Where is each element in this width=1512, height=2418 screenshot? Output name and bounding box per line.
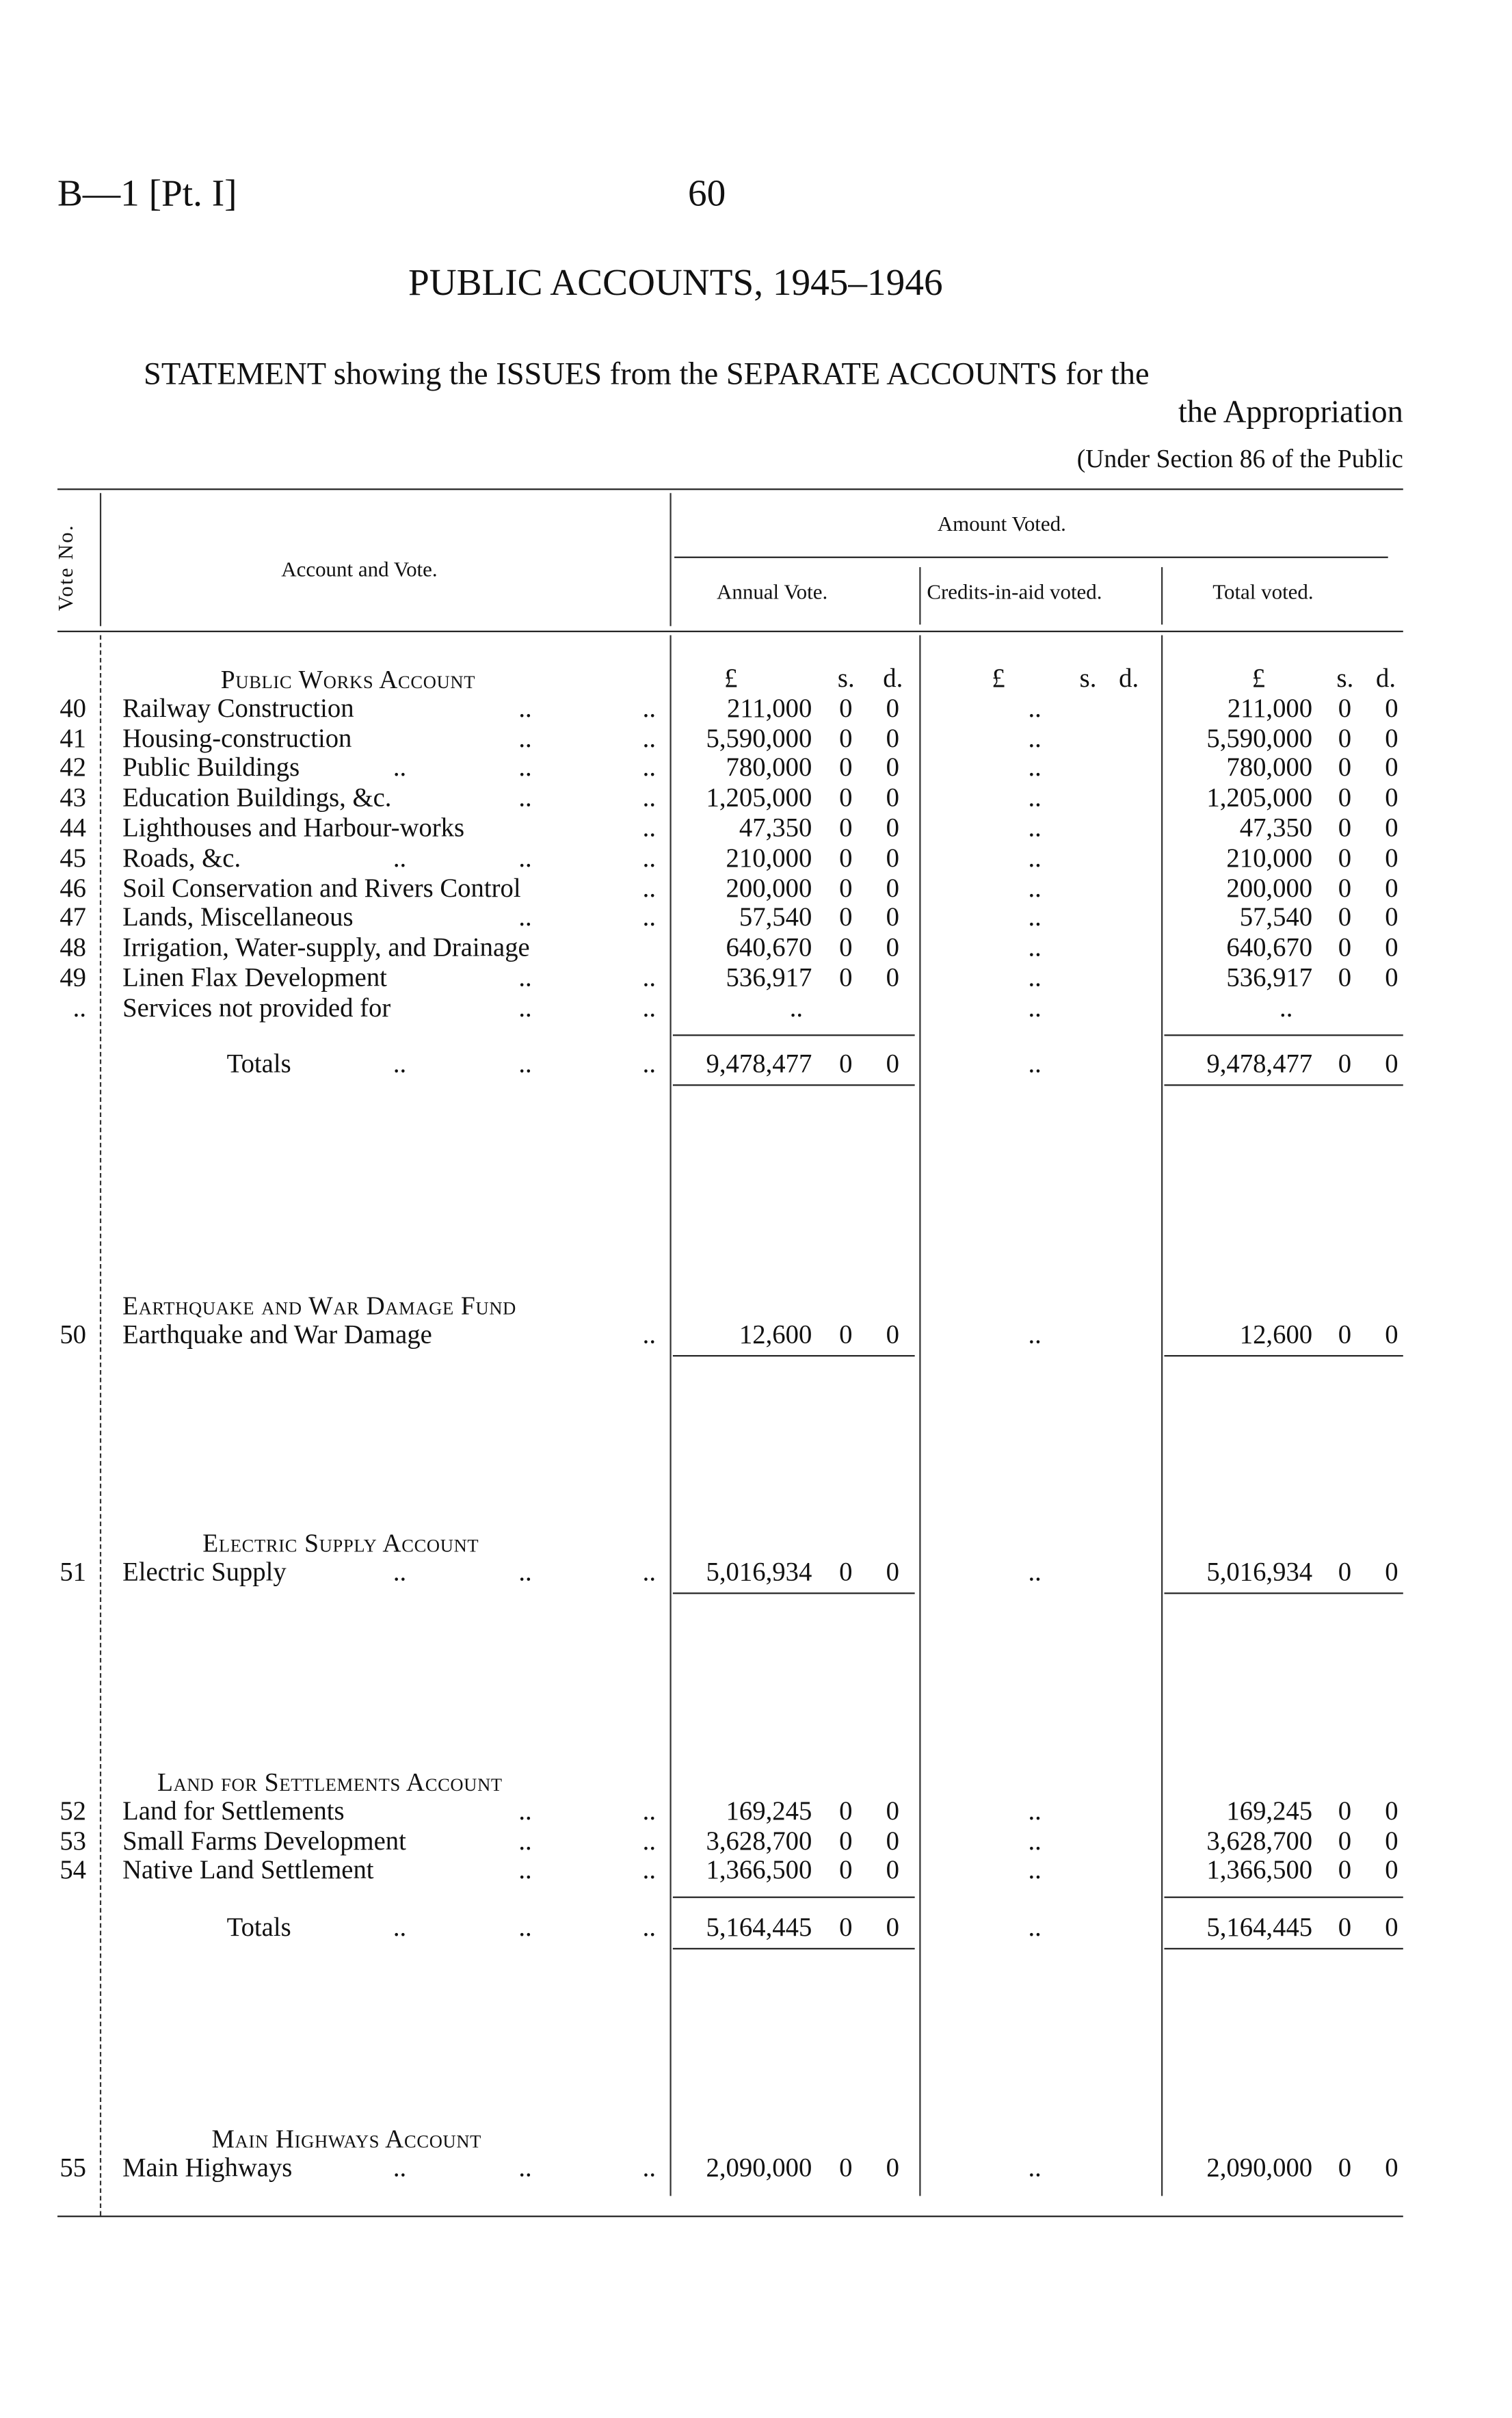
column-divider <box>100 493 101 627</box>
leader-dots: .. <box>393 842 407 873</box>
leader-dots: .. <box>518 962 532 993</box>
leader-dots: .. <box>642 752 656 783</box>
totals-label: Totals <box>226 1911 291 1942</box>
annual-vote-shillings: 0 <box>839 1555 853 1586</box>
annual-vote-pounds: .. <box>789 991 804 1023</box>
vote-number: 42 <box>59 752 87 783</box>
annual-vote-pence: 0 <box>886 722 899 753</box>
leader-dots: .. <box>642 692 656 723</box>
total-voted-shillings: 0 <box>1338 962 1352 993</box>
leader-dots: .. <box>518 991 532 1023</box>
leader-dots: .. <box>642 1854 656 1885</box>
sum-rule <box>673 1947 915 1949</box>
annual-vote-pounds: 5,016,934 <box>706 1555 812 1586</box>
account-name: Housing-construction <box>122 722 352 753</box>
sum-rule <box>673 1084 915 1086</box>
section-title: Earthquake and War Damage Fund <box>122 1291 516 1321</box>
vote-number: 53 <box>59 1824 87 1855</box>
account-name: Small Farms Development <box>122 1824 406 1855</box>
annual-vote-shillings: 0 <box>839 932 853 962</box>
column-divider <box>919 567 920 625</box>
annual-vote-pence: 0 <box>886 1911 899 1942</box>
account-name: Education Buildings, &c. <box>122 782 392 813</box>
total-voted-pence: 0 <box>1385 812 1398 843</box>
leader-dots: .. <box>642 1048 656 1079</box>
credits-in-aid: .. <box>1028 1911 1042 1942</box>
pound-unit: £ <box>1251 662 1266 693</box>
shilling-unit: s. <box>837 662 855 693</box>
column-divider <box>669 493 671 627</box>
credits-in-aid: .. <box>1028 2151 1042 2183</box>
total-voted-pounds: 780,000 <box>1226 752 1313 783</box>
annual-vote-pounds: 9,478,477 <box>706 1048 812 1079</box>
sum-rule <box>673 1592 915 1593</box>
annual-vote-pounds: 1,366,500 <box>706 1854 812 1885</box>
totals-label: Totals <box>226 1048 291 1079</box>
vote-no-header: Vote No. <box>55 524 79 612</box>
annual-vote-shillings: 0 <box>839 782 853 813</box>
credits-in-aid: .. <box>1028 1555 1042 1586</box>
leader-dots: .. <box>642 1555 656 1586</box>
annual-vote-shillings: 0 <box>839 1854 853 1885</box>
credits-in-aid: .. <box>1028 752 1042 783</box>
total-voted-shillings: 0 <box>1338 1795 1352 1826</box>
total-voted-pence: 0 <box>1385 782 1398 813</box>
total-voted-shillings: 0 <box>1338 871 1352 903</box>
total-voted-pence: 0 <box>1385 1911 1398 1942</box>
leader-dots: .. <box>518 1911 532 1942</box>
total-voted-pence: 0 <box>1385 692 1398 723</box>
total-voted-pounds: 12,600 <box>1239 1318 1313 1349</box>
column-divider <box>100 635 101 2216</box>
pence-unit: d. <box>1119 662 1139 693</box>
statement-line-3: (Under Section 86 of the Public <box>1076 445 1403 474</box>
annual-vote-pence: 0 <box>886 812 899 843</box>
annual-vote-pence: 0 <box>886 842 899 873</box>
total-voted-pounds: 5,016,934 <box>1206 1555 1313 1586</box>
total-voted-shillings: 0 <box>1338 1854 1352 1885</box>
column-divider <box>669 635 671 2196</box>
total-voted-pounds: 3,628,700 <box>1206 1824 1313 1855</box>
page-number: 60 <box>688 174 726 215</box>
total-voted-pounds: .. <box>1279 991 1293 1023</box>
leader-dots: .. <box>518 1555 532 1586</box>
annual-vote-pounds: 57,540 <box>739 902 812 932</box>
leader-dots: .. <box>518 902 532 932</box>
annual-vote-pence: 0 <box>886 962 899 993</box>
annual-vote-pence: 0 <box>886 1824 899 1855</box>
amount-voted-rule <box>674 557 1388 558</box>
leader-dots: .. <box>642 991 656 1023</box>
total-voted-shillings: 0 <box>1338 1048 1352 1079</box>
annual-vote-pence: 0 <box>886 1318 899 1349</box>
total-voted-pounds: 47,350 <box>1239 812 1313 843</box>
total-voted-pounds: 57,540 <box>1239 902 1313 932</box>
sum-rule <box>673 1034 915 1035</box>
total-voted-pounds: 1,366,500 <box>1206 1854 1313 1885</box>
pence-unit: d. <box>883 662 903 693</box>
vote-number: 51 <box>59 1555 87 1586</box>
sum-rule <box>1164 1084 1403 1086</box>
account-name: Roads, &c. <box>122 842 241 873</box>
total-voted-header: Total voted. <box>1212 582 1314 605</box>
total-voted-shillings: 0 <box>1338 752 1352 783</box>
vote-number: 55 <box>59 2151 87 2183</box>
total-voted-shillings: 0 <box>1338 782 1352 813</box>
total-voted-pence: 0 <box>1385 1555 1398 1586</box>
annual-vote-pence: 0 <box>886 2151 899 2183</box>
annual-vote-shillings: 0 <box>839 752 853 783</box>
annual-vote-shillings: 0 <box>839 1911 853 1942</box>
total-voted-shillings: 0 <box>1338 722 1352 753</box>
credits-in-aid: .. <box>1028 692 1042 723</box>
header-bottom-rule <box>57 631 1403 632</box>
column-divider <box>919 635 920 2196</box>
total-voted-pounds: 5,590,000 <box>1206 722 1313 753</box>
annual-vote-pence: 0 <box>886 692 899 723</box>
leader-dots: .. <box>642 871 656 903</box>
page-title: PUBLIC ACCOUNTS, 1945–1946 <box>408 263 943 304</box>
vote-number: 49 <box>59 962 87 993</box>
table-bottom-rule <box>57 2216 1403 2217</box>
total-voted-pence: 0 <box>1385 962 1398 993</box>
annual-vote-shillings: 0 <box>839 722 853 753</box>
leader-dots: .. <box>518 782 532 813</box>
total-voted-shillings: 0 <box>1338 1555 1352 1586</box>
account-header: Account and Vote. <box>281 560 438 583</box>
credits-in-aid: .. <box>1028 1048 1042 1079</box>
annual-vote-pounds: 169,245 <box>726 1795 812 1826</box>
column-divider <box>1161 635 1163 2196</box>
leader-dots: .. <box>642 722 656 753</box>
annual-vote-pounds: 47,350 <box>739 812 812 843</box>
total-voted-pence: 0 <box>1385 932 1398 962</box>
leader-dots: .. <box>518 692 532 723</box>
leader-dots: .. <box>518 1048 532 1079</box>
total-voted-pence: 0 <box>1385 1318 1398 1349</box>
total-voted-pence: 0 <box>1385 752 1398 783</box>
pound-unit: £ <box>724 662 738 693</box>
annual-vote-shillings: 0 <box>839 1824 853 1855</box>
credits-in-aid: .. <box>1028 1318 1042 1349</box>
leader-dots: .. <box>642 1318 656 1349</box>
credits-in-aid: .. <box>1028 812 1042 843</box>
leader-dots: .. <box>518 1824 532 1855</box>
total-voted-pence: 0 <box>1385 842 1398 873</box>
leader-dots: .. <box>642 2151 656 2183</box>
leader-dots: .. <box>393 752 407 783</box>
vote-number: 47 <box>59 902 87 932</box>
annual-vote-shillings: 0 <box>839 1795 853 1826</box>
annual-vote-shillings: 0 <box>839 962 853 993</box>
shilling-unit: s. <box>1079 662 1097 693</box>
annual-vote-pounds: 1,205,000 <box>706 782 812 813</box>
sum-rule <box>1164 1947 1403 1949</box>
vote-number: 48 <box>59 932 87 962</box>
annual-vote-pounds: 780,000 <box>726 752 812 783</box>
annual-vote-shillings: 0 <box>839 1048 853 1079</box>
account-name: Public Buildings <box>122 752 300 783</box>
leader-dots: .. <box>642 1911 656 1942</box>
account-name: Soil Conservation and Rivers Control <box>122 871 521 903</box>
total-voted-shillings: 0 <box>1338 842 1352 873</box>
credits-header: Credits-in-aid voted. <box>927 582 1102 605</box>
total-voted-pounds: 2,090,000 <box>1206 2151 1313 2183</box>
annual-vote-pounds: 536,917 <box>726 962 812 993</box>
total-voted-pounds: 169,245 <box>1226 1795 1313 1826</box>
annual-vote-pounds: 3,628,700 <box>706 1824 812 1855</box>
annual-vote-shillings: 0 <box>839 1318 853 1349</box>
total-voted-shillings: 0 <box>1338 1911 1352 1942</box>
annual-vote-pence: 0 <box>886 902 899 932</box>
leader-dots: .. <box>393 1911 407 1942</box>
total-voted-pence: 0 <box>1385 1048 1398 1079</box>
leader-dots: .. <box>642 1795 656 1826</box>
annual-vote-pence: 0 <box>886 782 899 813</box>
annual-vote-pounds: 5,164,445 <box>706 1911 812 1942</box>
account-name: Main Highways <box>122 2151 293 2183</box>
total-voted-shillings: 0 <box>1338 812 1352 843</box>
statement-line-1: STATEMENT showing the ISSUES from the SEPARATE ACCOUNTS for the <box>144 355 1150 392</box>
leader-dots: .. <box>518 752 532 783</box>
sum-rule <box>1164 1592 1403 1593</box>
vote-number: 46 <box>59 871 87 903</box>
sum-rule <box>1164 1897 1403 1898</box>
vote-number: 54 <box>59 1854 87 1885</box>
vote-number: 45 <box>59 842 87 873</box>
credits-in-aid: .. <box>1028 932 1042 962</box>
total-voted-pence: 0 <box>1385 722 1398 753</box>
shilling-unit: s. <box>1336 662 1354 693</box>
credits-in-aid: .. <box>1028 1854 1042 1885</box>
annual-vote-pence: 0 <box>886 871 899 903</box>
total-voted-pounds: 210,000 <box>1226 842 1313 873</box>
total-voted-shillings: 0 <box>1338 902 1352 932</box>
account-name: Earthquake and War Damage <box>122 1318 432 1349</box>
total-voted-pence: 0 <box>1385 902 1398 932</box>
total-voted-pounds: 1,205,000 <box>1206 782 1313 813</box>
vote-number: 52 <box>59 1795 87 1826</box>
credits-in-aid: .. <box>1028 902 1042 932</box>
leader-dots: .. <box>518 1854 532 1885</box>
total-voted-pence: 0 <box>1385 2151 1398 2183</box>
sum-rule <box>1164 1354 1403 1356</box>
leader-dots: .. <box>642 782 656 813</box>
annual-vote-pounds: 5,590,000 <box>706 722 812 753</box>
total-voted-pounds: 640,670 <box>1226 932 1313 962</box>
account-name: Land for Settlements <box>122 1795 345 1826</box>
account-name: Native Land Settlement <box>122 1854 374 1885</box>
total-voted-shillings: 0 <box>1338 1318 1352 1349</box>
total-voted-pounds: 536,917 <box>1226 962 1313 993</box>
leader-dots: .. <box>642 812 656 843</box>
total-voted-shillings: 0 <box>1338 932 1352 962</box>
vote-number: 44 <box>59 812 87 843</box>
annual-vote-shillings: 0 <box>839 812 853 843</box>
account-name: Services not provided for <box>122 991 391 1023</box>
total-voted-shillings: 0 <box>1338 2151 1352 2183</box>
total-voted-pence: 0 <box>1385 871 1398 903</box>
annual-vote-shillings: 0 <box>839 692 853 723</box>
annual-vote-pounds: 200,000 <box>726 871 812 903</box>
annual-vote-pence: 0 <box>886 1795 899 1826</box>
credits-in-aid: .. <box>1028 991 1042 1023</box>
vote-number: 50 <box>59 1318 87 1349</box>
annual-vote-pounds: 2,090,000 <box>706 2151 812 2183</box>
sum-rule <box>673 1354 915 1356</box>
account-name: Electric Supply <box>122 1555 287 1586</box>
statement-line-2: the Appropriation <box>1178 393 1403 430</box>
section-title: Public Works Account <box>220 665 476 694</box>
credits-in-aid: .. <box>1028 722 1042 753</box>
total-voted-pounds: 9,478,477 <box>1206 1048 1313 1079</box>
section-title: Electric Supply Account <box>202 1529 479 1558</box>
annual-vote-pence: 0 <box>886 752 899 783</box>
annual-vote-shillings: 0 <box>839 902 853 932</box>
leader-dots: .. <box>642 902 656 932</box>
total-voted-pence: 0 <box>1385 1824 1398 1855</box>
leader-dots: .. <box>642 1824 656 1855</box>
account-name: Irrigation, Water-supply, and Drainage <box>122 932 530 962</box>
total-voted-pence: 0 <box>1385 1795 1398 1826</box>
total-voted-pounds: 200,000 <box>1226 871 1313 903</box>
credits-in-aid: .. <box>1028 782 1042 813</box>
annual-vote-shillings: 0 <box>839 2151 853 2183</box>
pence-unit: d. <box>1376 662 1396 693</box>
credits-in-aid: .. <box>1028 1824 1042 1855</box>
annual-vote-pence: 0 <box>886 1854 899 1885</box>
total-voted-pounds: 211,000 <box>1227 692 1313 723</box>
annual-vote-pounds: 12,600 <box>739 1318 812 1349</box>
annual-vote-pence: 0 <box>886 1555 899 1586</box>
credits-in-aid: .. <box>1028 962 1042 993</box>
leader-dots: .. <box>393 1048 407 1079</box>
annual-vote-pence: 0 <box>886 932 899 962</box>
credits-in-aid: .. <box>1028 1795 1042 1826</box>
section-title: Main Highways Account <box>211 2125 482 2154</box>
vote-number: 41 <box>59 722 87 753</box>
vote-number: 40 <box>59 692 87 723</box>
leader-dots: .. <box>393 1555 407 1586</box>
annual-vote-pounds: 211,000 <box>726 692 812 723</box>
total-voted-shillings: 0 <box>1338 692 1352 723</box>
leader-dots: .. <box>518 842 532 873</box>
total-voted-shillings: 0 <box>1338 1824 1352 1855</box>
sum-rule <box>1164 1034 1403 1035</box>
total-voted-pence: 0 <box>1385 1854 1398 1885</box>
account-name: Railway Construction <box>122 692 354 723</box>
leader-dots: .. <box>393 2151 407 2183</box>
annual-vote-pence: 0 <box>886 1048 899 1079</box>
column-divider <box>1161 567 1163 625</box>
annual-vote-shillings: 0 <box>839 842 853 873</box>
annual-vote-shillings: 0 <box>839 871 853 903</box>
credits-in-aid: .. <box>1028 871 1042 903</box>
leader-dots: .. <box>642 962 656 993</box>
annual-vote-pounds: 640,670 <box>726 932 812 962</box>
total-voted-pounds: 5,164,445 <box>1206 1911 1313 1942</box>
sum-rule <box>673 1897 915 1898</box>
account-name: Lands, Miscellaneous <box>122 902 354 932</box>
leader-dots: .. <box>518 722 532 753</box>
account-name: Lighthouses and Harbour-works <box>122 812 465 843</box>
leader-dots: .. <box>642 842 656 873</box>
table-top-rule <box>57 488 1403 490</box>
account-name: Linen Flax Development <box>122 962 387 993</box>
leader-dots: .. <box>518 2151 532 2183</box>
annual-vote-header: Annual Vote. <box>717 582 828 605</box>
pound-unit: £ <box>992 662 1005 693</box>
leader-dots: .. <box>518 1795 532 1826</box>
credits-in-aid: .. <box>1028 842 1042 873</box>
document-reference: B—1 [Pt. I] <box>57 174 237 215</box>
amount-voted-header: Amount Voted. <box>937 514 1066 537</box>
vote-number: 43 <box>59 782 87 813</box>
annual-vote-pounds: 210,000 <box>726 842 812 873</box>
section-title: Land for Settlements Account <box>157 1767 503 1797</box>
vote-number: .. <box>72 991 87 1023</box>
